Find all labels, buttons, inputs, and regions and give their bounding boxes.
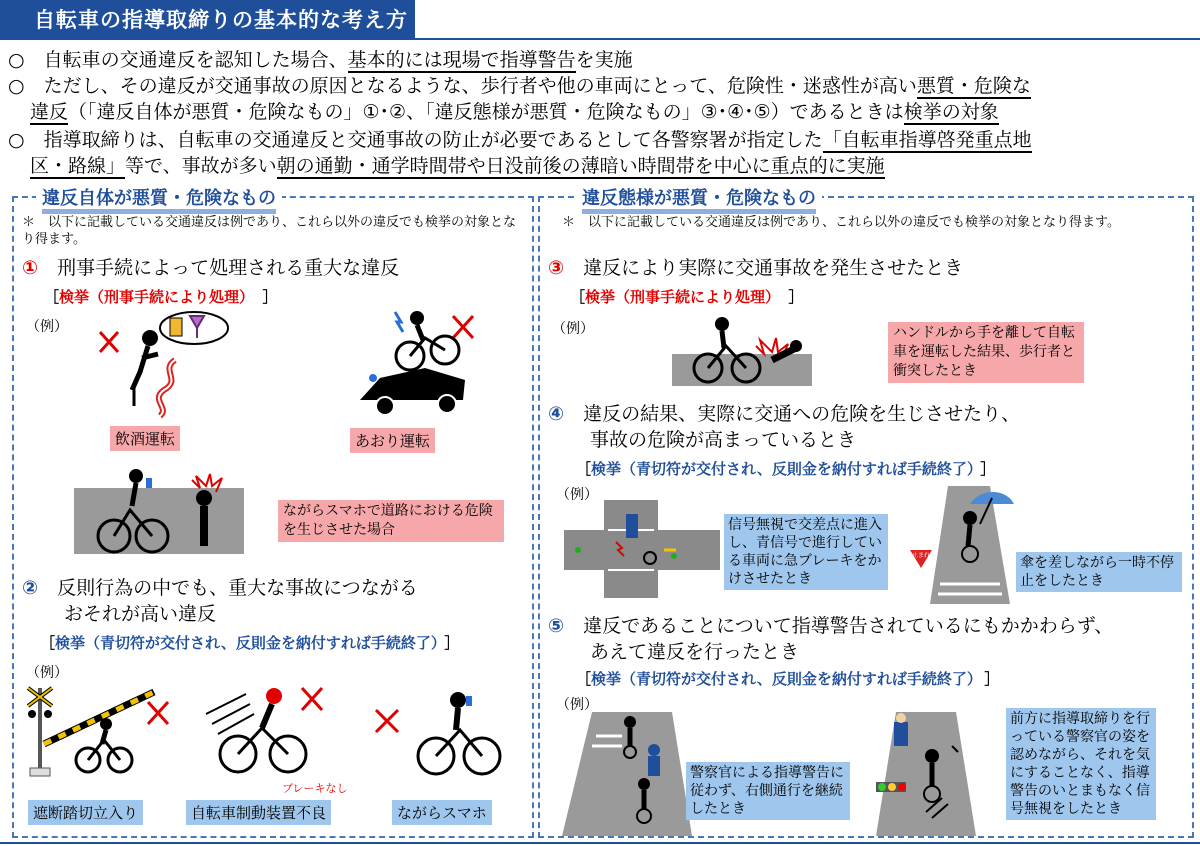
no-brake-note: ブレーキなし: [282, 782, 348, 795]
collision-illustration: [672, 316, 812, 386]
item-3-number: ③: [548, 257, 565, 279]
item-1-text: 刑事手続によって処理される重大な違反: [57, 257, 400, 279]
intro-underlined: 検挙の対象: [903, 101, 999, 123]
item-3-tag-text: 検挙（刑事手続により処理）: [585, 288, 773, 306]
left-heading-text: 違反自体が悪質・危険なもの: [42, 188, 276, 214]
item-5-number: ⑤: [548, 615, 565, 637]
bracket: ］: [444, 634, 460, 652]
intro-line-5: [30, 154, 885, 179]
example-label-4: （例）: [556, 487, 598, 503]
item-4-text-1: 違反の結果、実際に交通への危険を生じさせたり、: [583, 403, 1021, 425]
item-4-text-2: 事故の危険が高まっているとき: [590, 429, 857, 451]
intro-underlined: 朝の通勤・通学時間帯や日没前後の薄暗い時間帯を中心に重点的に実施: [276, 155, 885, 177]
no-brake-bicycle-illustration: [206, 684, 336, 780]
left-panel-heading: [36, 184, 282, 210]
item-1-tag-text: 検挙（刑事手続により処理）: [59, 288, 247, 306]
item-5-text-1: 違反であることについて指導警告されているにもかかわらず、: [583, 615, 1114, 637]
item-3-heading: [548, 256, 963, 280]
item-2-heading: [22, 576, 418, 600]
hands-off-box: ハンドルから手を離して自転車を運転した結果、歩行者と衝突したとき: [888, 322, 1084, 383]
caption-road-rage: あおり運転: [350, 428, 435, 453]
intro-text: ○ 指導取締りは、自転車の交通違反と交通事故の防止が必要であるとして各警察署が指定した: [8, 129, 823, 151]
title-underline: [0, 38, 1200, 40]
bracket: ［: [576, 460, 592, 478]
intro-line-3: [30, 100, 999, 125]
caption-brake-defect: 自転車制動装置不良: [186, 800, 331, 825]
phone-riding-illustration: [370, 690, 500, 780]
police-warning-box: 警察官による指導警告に従わず、右側通行を継続したとき: [686, 762, 850, 820]
caption-drunk-driving: 飲酒運転: [110, 426, 180, 451]
drunk-cyclist-illustration: [90, 310, 230, 420]
bracket: ］: [984, 670, 1000, 688]
page-title: 自転車の指導取締りの基本的な考え方: [0, 0, 415, 40]
example-label-1: （例）: [26, 319, 68, 335]
item-2-number: ②: [22, 577, 39, 599]
bracket: ［: [576, 670, 592, 688]
signal-ignore-box: 信号無視で交差点に進入し、青信号で進行している車両に急ブレーキをかけさせたとき: [724, 514, 888, 590]
item-3-tag: [570, 286, 804, 307]
caption-railway-crossing: 遮断踏切立入り: [28, 800, 143, 825]
item-5-tag: [576, 668, 999, 689]
bracket: ］: [262, 288, 278, 306]
ignore-police-box: 前方に指導取締りを行っている警察官の姿を認めながら、それを気にすることなく、指導警告のいとまもなく信号無視をしたとき: [1006, 708, 1156, 820]
umbrella-stop-box: 傘を差しながら一時不停止をしたとき: [1016, 552, 1182, 592]
railway-crossing-illustration: [24, 684, 174, 780]
intro-underlined: 「自転車指導啓発重点地: [822, 129, 1032, 151]
item-5-heading: [548, 614, 1113, 638]
bracket: ］: [980, 460, 996, 478]
x-mark-icon: [302, 688, 322, 710]
example-label-2: （例）: [26, 665, 68, 681]
intro-text: ○ ただし、その違反が交通事故の原因となるような、歩行者や他の車両にとって、危険性・迷惑性が高い: [8, 75, 917, 97]
caption-phone-riding: ながらスマホ: [392, 800, 492, 825]
bracket: ［: [570, 288, 586, 306]
item-2-tag-text: 検挙（青切符が交付され、反則金を納付すれば手続終了）: [55, 634, 439, 652]
example-label-3: （例）: [552, 321, 594, 337]
item-3-text: 違反により実際に交通事故を発生させたとき: [583, 257, 964, 279]
example-label-5: （例）: [556, 697, 598, 713]
road-rage-illustration: [355, 308, 485, 418]
intro-underlined: 区・路線」: [30, 155, 126, 177]
x-mark-icon: [100, 332, 118, 352]
item-4-number: ④: [548, 403, 565, 425]
item-1-heading: [22, 256, 399, 280]
stop-sign-text: 止まれ: [911, 552, 931, 559]
right-note: ＊ 以下に記載している交通違反は例であり、これら以外の違反でも検挙の対象となり得ます。: [562, 215, 1120, 230]
intro-text: を実施: [575, 49, 633, 71]
item-2-text-2: おそれが高い違反: [64, 603, 217, 625]
intro-line-2: [8, 74, 1031, 99]
x-mark-icon: [376, 710, 398, 732]
x-mark-icon: [453, 316, 473, 338]
intro-underlined: 悪質・危険な: [916, 75, 1031, 97]
right-side-riding-illustration: [562, 712, 692, 836]
intro-underlined: 違反: [30, 101, 69, 123]
item-1-number: ①: [22, 257, 39, 279]
bracket: ［: [40, 634, 56, 652]
left-note: ＊ 以下に記載している交通違反は例であり、これら以外の違反でも検挙の対象となり得ます。: [22, 215, 517, 247]
x-mark-icon: [148, 702, 168, 724]
item-4-tag-text: 検挙（青切符が交付され、反則金を納付すれば手続終了）: [591, 460, 975, 478]
smartphone-danger-illustration: [74, 466, 244, 556]
right-heading-text: 違反態様が悪質・危険なもの: [582, 188, 816, 214]
bottom-rule: [0, 842, 1200, 844]
item-2-tag: [40, 632, 459, 653]
intro-line-1: [8, 48, 633, 73]
intro-text: ○ 自転車の交通違反を認知した場合、: [8, 49, 348, 71]
intro-text: 等で、事故が多い: [125, 155, 277, 177]
umbrella-stop-illustration: [910, 484, 1020, 604]
bracket: ［: [44, 288, 60, 306]
intro-underlined: 基本的には現場で指導警告: [347, 49, 576, 71]
signal-ignore-police-illustration: [866, 712, 976, 836]
item-1-tag: [44, 286, 278, 307]
item-4-heading: [548, 402, 1020, 426]
item-5-tag-text: 検挙（青切符が交付され、反則金を納付すれば手続終了）: [591, 670, 975, 688]
right-panel-heading: [576, 184, 822, 210]
item-2-text-1: 反則行為の中でも、重大な事故につながる: [57, 577, 418, 599]
item-5-text-2: あえて違反を行ったとき: [590, 641, 800, 663]
intersection-illustration: [564, 500, 720, 598]
item-4-tag: [576, 458, 995, 479]
bracket: ］: [788, 288, 804, 306]
intro-text: （「違反自体が悪質・危険なもの」①･②、「違反態様が悪質・危険なもの」③･④･⑤）であるときは: [68, 101, 904, 123]
smartphone-danger-box: ながらスマホで道路における危険を生じさせた場合: [278, 500, 504, 542]
intro-line-4: [8, 128, 1032, 153]
